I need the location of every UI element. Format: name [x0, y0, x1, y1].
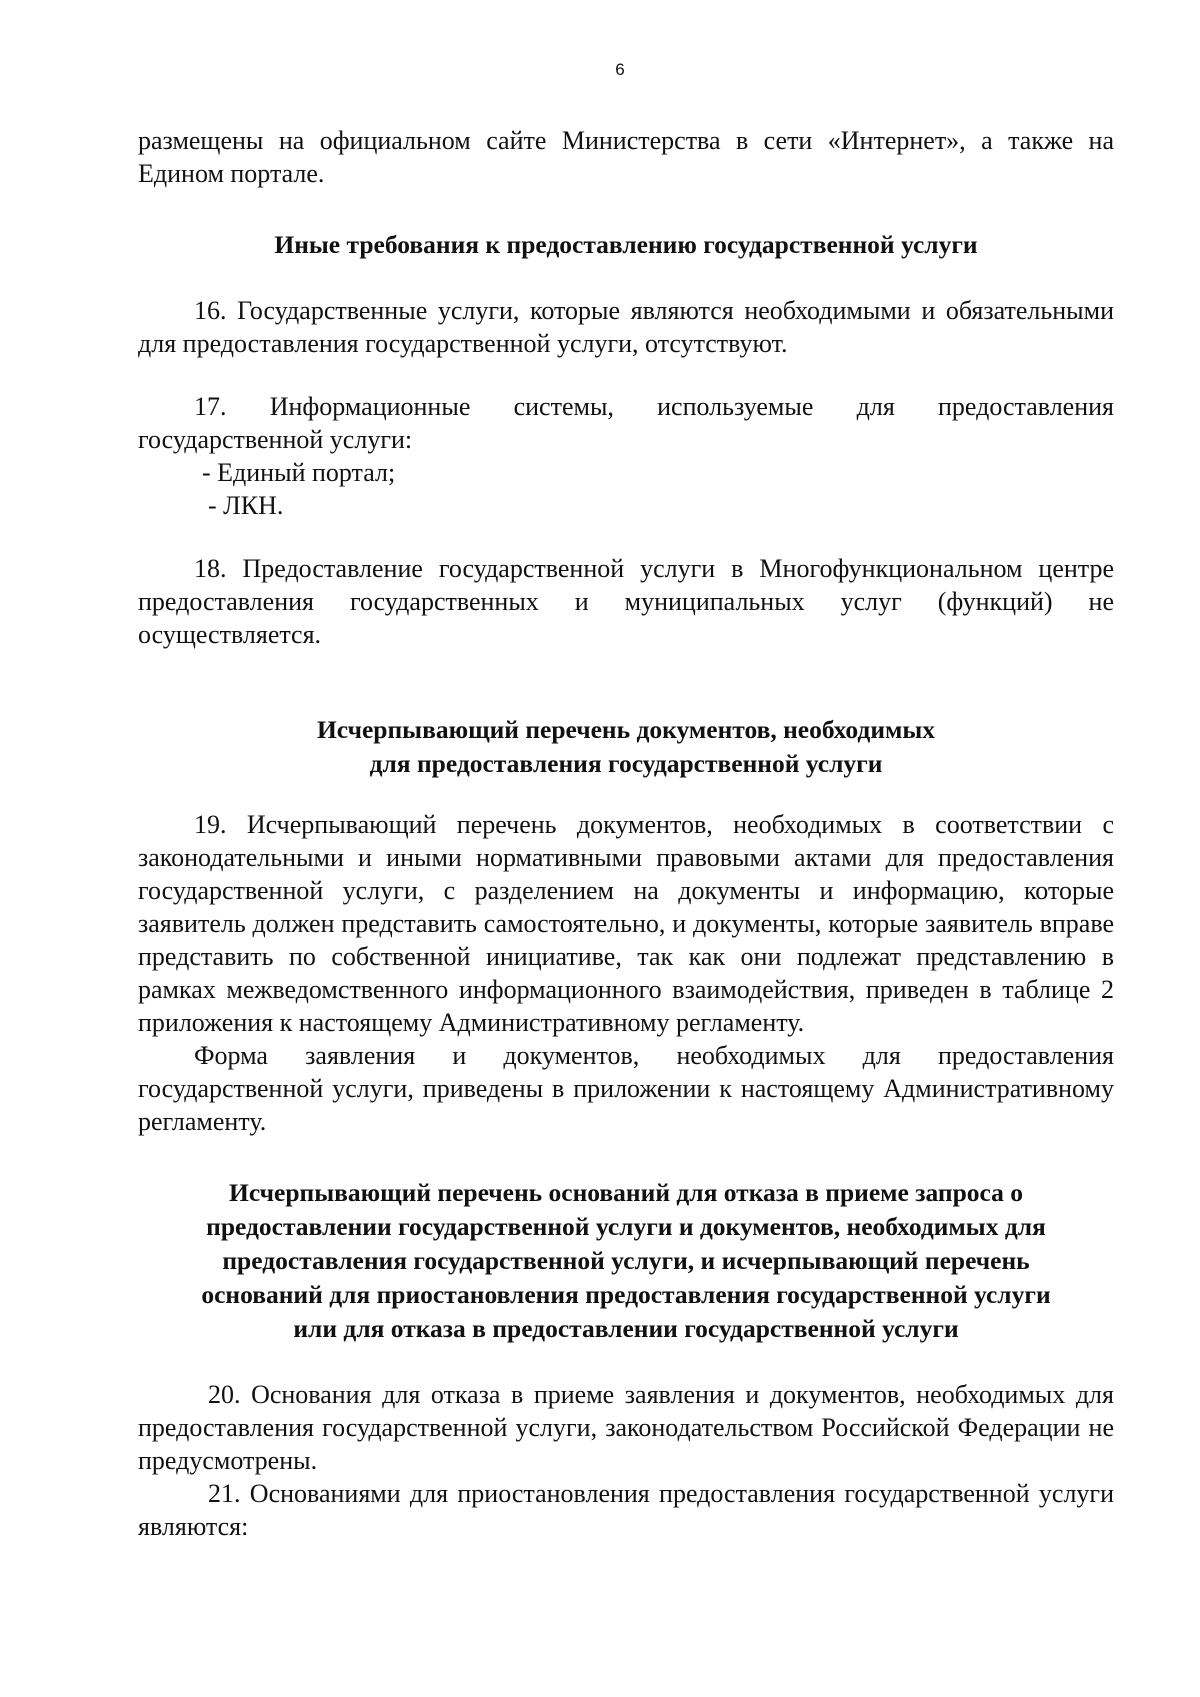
section-heading-refusal-grounds	[138, 1176, 1114, 1346]
heading-line: предоставления государственной услуги, и исчерпывающий перечень	[222, 1246, 1030, 1275]
document-body	[138, 124, 1114, 1543]
paragraph-20: 20. Основания для отказа в приеме заявления и документов, необходимых для предоставления государственной услуги, законодательством Российской Федерации не предусмотрены.	[138, 1380, 1114, 1475]
heading-line: предоставлении государственной услуги и документов, необходимых для	[206, 1212, 1046, 1241]
section-heading-other-requirements: Иные требования к предоставлению государственной услуги	[274, 230, 978, 259]
heading-line: или для отказа в предоставлении государственной услуги	[293, 1314, 959, 1343]
heading-line: Исчерпывающий перечень оснований для отказа в приеме запроса о	[228, 1178, 1024, 1207]
section-heading-documents-list	[138, 713, 1114, 781]
paragraph-19: 19. Исчерпывающий перечень документов, необходимых в соответствии с законодательными и иными нормативными правовыми актами для предоставления государственной услуги, с разделением на документы и информацию, которые заявитель должен представить самостоятельно, и документы, которые заявитель вправе представить по собственной инициативе, так как они подлежат представлению в рамках межведомственного информационного взаимодействия, приведен в таблице 2 приложения к настоящему Административному регламенту.	[138, 810, 1114, 1037]
heading-line: оснований для приостановления предоставления государственной услуги	[201, 1280, 1051, 1309]
heading-line: для предоставления государственной услуги	[369, 749, 883, 778]
paragraph-17: 17. Информационные системы, используемые для предоставления государственной услуги:	[138, 392, 1114, 454]
heading-line: Исчерпывающий перечень документов, необходимых	[316, 715, 936, 744]
intro-paragraph: размещены на официальном сайте Министерства в сети «Интернет», а также на Едином портале.	[138, 126, 1114, 188]
paragraph-18: 18. Предоставление государственной услуги в Многофункциональном центре предоставления государственных и муниципальных услуг (функций) не осуществляется.	[138, 554, 1114, 649]
paragraph-16: 16. Государственные услуги, которые являются необходимыми и обязательными для предоставления государственной услуги, отсутствуют.	[138, 296, 1114, 358]
list-item-lkn: - ЛКН.	[208, 491, 284, 520]
list-item-single-portal: - Единый портал;	[202, 458, 396, 487]
paragraph-21: 21. Основаниями для приостановления предоставления государственной услуги являются:	[138, 1479, 1114, 1541]
page-number: 6	[615, 60, 625, 79]
paragraph-19-form: Форма заявления и документов, необходимых для предоставления государственной услуги, приведены в приложении к настоящему Административному регламенту.	[138, 1041, 1114, 1136]
